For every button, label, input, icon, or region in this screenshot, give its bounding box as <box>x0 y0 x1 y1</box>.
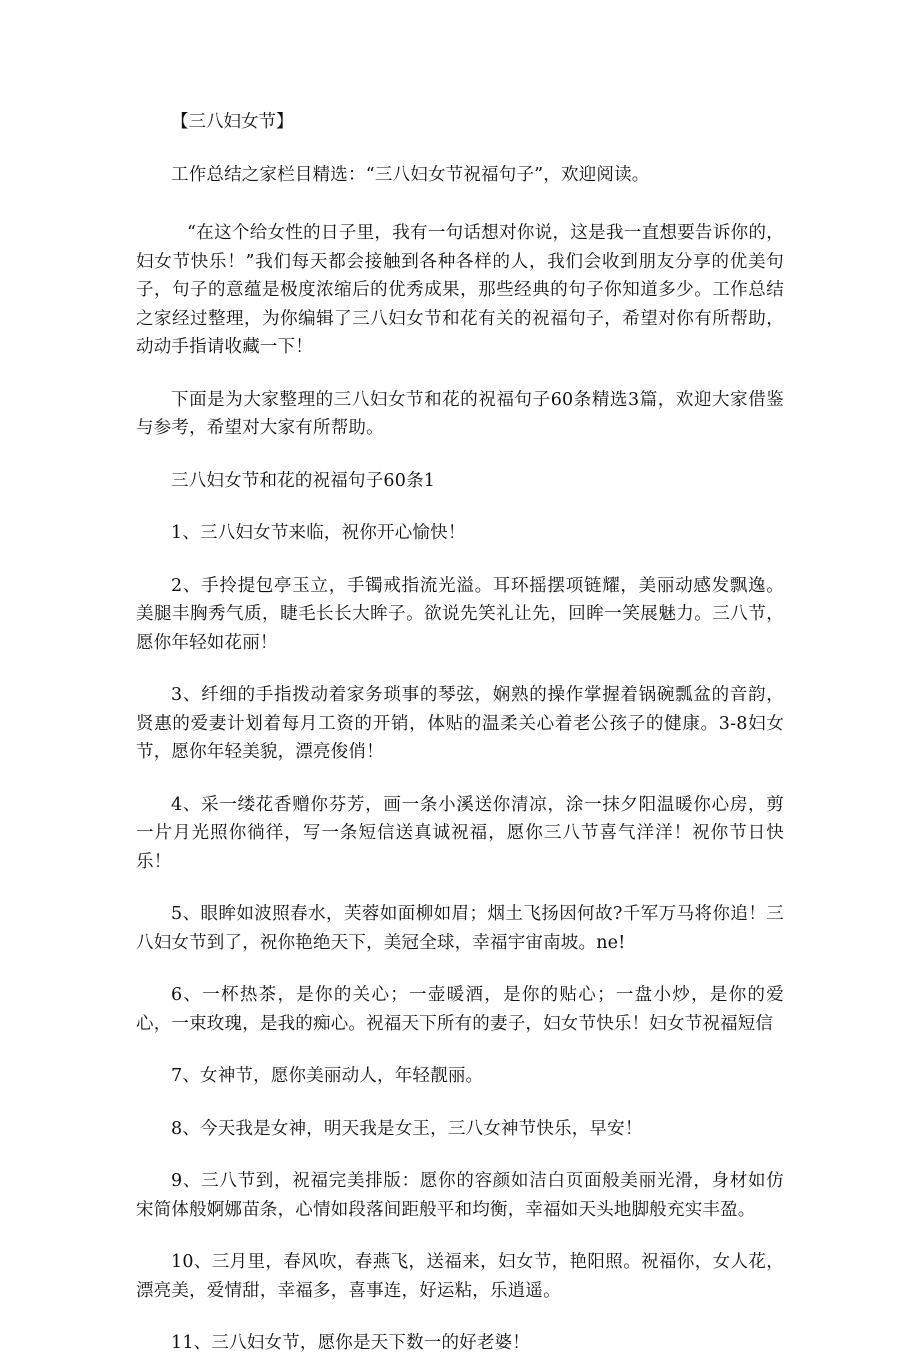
list-item: 6、一杯热茶，是你的关心；一壶暖酒，是你的贴心；一盘小炒，是你的爱心，一束玫瑰，是我的痴心。祝福天下所有的妻子，妇女节快乐！妇女节祝福短信 <box>136 985 784 1034</box>
quote-paragraph: “在这个给女性的日子里，我有一句话想对你说，这是我一直想要告诉你的，妇女节快乐！”我们每天都会接触到各种各样的人，我们会收到朋友分享的优美句子，句子的意蕴是极度浓缩后的优秀成果，那些经典的句子你知道多少。工作总结之家经过整理，为你编辑了三八妇女节和花有关的祝福句子，希望对你有所帮助，动动手指请收藏一下！ <box>136 223 784 357</box>
document-body <box>136 108 784 1358</box>
list-item: 3、纤细的手指拨动着家务琐事的琴弦，娴熟的操作掌握着锅碗瓢盆的音韵，贤惠的爱妻计划着每月工资的开销，体贴的温柔关心着老公孩子的健康。3-8妇女节，愿你年轻美貌，漂亮俊俏！ <box>136 685 784 762</box>
list-item: 7、女神节，愿你美丽动人，年轻靓丽。 <box>171 1066 484 1086</box>
summary-paragraph: 下面是为大家整理的三八妇女节和花的祝福句子60条精选3篇，欢迎大家借鉴与参考，希望对大家有所帮助。 <box>136 389 784 438</box>
section-title: 三八妇女节和花的祝福句子60条1 <box>171 470 436 491</box>
list-item: 11、三八妇女节，愿你是天下数一的好老婆！ <box>171 1333 530 1353</box>
list-item: 8、今天我是女神，明天我是女王，三八女神节快乐，早安！ <box>171 1118 643 1139</box>
list-item: 1、三八妇女节来临，祝你开心愉快！ <box>171 523 466 543</box>
intro-paragraph: 工作总结之家栏目精选：“三八妇女节祝福句子”，欢迎阅读。 <box>171 164 650 185</box>
list-item: 5、眼眸如波照春水，芙蓉如面柳如眉；烟土飞扬因何故?千军万马将你追！三八妇女节到了，祝你艳绝天下，美冠全球，幸福宇宙南坡。ne! <box>136 904 784 953</box>
list-item: 2、手拎提包亭玉立，手镯戒指流光溢。耳环摇摆项链耀，美丽动感发飘逸。美腿丰胸秀气质，睫毛长长大眸子。欲说先笑礼让先，回眸一笑展魅力。三八节，愿你年轻如花丽！ <box>136 575 784 653</box>
list-item: 10、三月里，春风吹，春燕飞，送福来，妇女节，艳阳照。祝福你，女人花，漂亮美，爱情甜，幸福多，喜事连，好运粘，乐逍遥。 <box>136 1252 784 1301</box>
doc-heading: 【三八妇女节】 <box>171 112 294 132</box>
list-item: 9、三八节到，祝福完美排版：愿你的容颜如洁白页面般美丽光滑，身材如仿宋简体般婀娜苗条，心情如段落间距般平和均衡，幸福如天头地脚般充实丰盈。 <box>136 1171 784 1220</box>
list-item: 4、采一缕花香赠你芬芳，画一条小溪送你清凉，涂一抹夕阳温暖你心房，剪一片月光照你徜徉，写一条短信送真诚祝福，愿你三八节喜气洋洋！祝你节日快乐！ <box>136 794 784 872</box>
